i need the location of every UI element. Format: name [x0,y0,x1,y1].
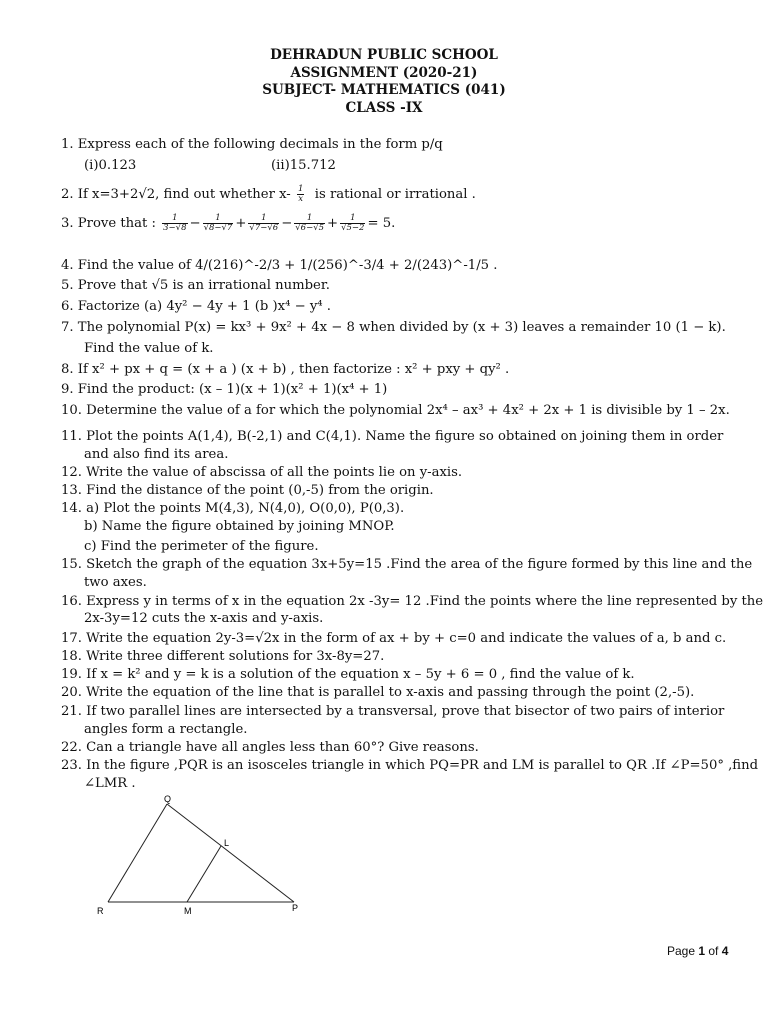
question-1-part-ii: (ii)15.712 [271,158,336,173]
question-14: 14. a) Plot the points M(4,3), N(4,0), O(0,0), P(0,3). [61,501,405,516]
question-4: 4. Find the value of 4/(216)^-2/3 + 1/(256)^-3/4 + 2/(243)^-1/5 . [61,258,498,273]
page-of: of [705,944,722,958]
label-L: L [224,838,230,848]
label-M: M [184,906,192,916]
question-14-part-b: b) Name the figure obtained by joining MNOP. [84,519,395,534]
document-header [0,47,768,117]
question-21: 21. If two parallel lines are intersected by a transversal, prove that bisector of two pairs of interior [61,704,725,719]
fraction-numerator: 1 [294,214,325,224]
segment-LM [187,846,221,902]
fraction-numerator: 1 [297,184,304,194]
fraction-numerator: 1 [162,214,187,224]
question-15: 15. Sketch the graph of the equation 3x+5y=15 .Find the area of the figure formed by this line and the [61,557,753,572]
fraction-numerator: 1 [340,214,365,224]
question-3-text-pre: 3. Prove that : [61,216,156,231]
fraction-denominator: √8−√7 [203,223,233,233]
question-3-fraction-3 [248,214,279,233]
question-2-text-pre: 2. If x=3+2√2, find out whether x- [61,187,291,202]
question-7: 7. The polynomial P(x) = kx³ + 9x² + 4x − 8 when divided by (x + 3) leaves a remainder 10 (1 − k). [61,320,726,335]
question-14-part-c: c) Find the perimeter of the figure. [84,539,319,554]
page-number [667,944,728,958]
assignment-title: ASSIGNMENT (2020-21) [290,64,478,81]
question-17: 17. Write the equation 2y-3=√2x in the form of ax + by + c=0 and indicate the values of a, b and c. [61,631,727,646]
question-3-fraction-2 [203,214,234,233]
question-10: 10. Determine the value of a for which the polynomial 2x⁴ – ax³ + 4x² + 2x + 1 is divisible by 1 – 2x. [61,403,730,418]
current-page: 1 [698,944,706,958]
question-1: 1. Express each of the following decimals in the form p/q [61,137,443,152]
question-7-continued: Find the value of k. [84,341,214,356]
question-18: 18. Write three different solutions for 3x-8y=27. [61,649,385,664]
triangle-figure [94,792,314,922]
page-prefix: Page [667,944,699,958]
question-9: 9. Find the product: (x – 1)(x + 1)(x² + 1)(x⁴ + 1) [61,382,388,397]
fraction-denominator: √7−√6 [249,223,279,233]
question-3-fraction-1 [162,214,187,233]
fraction-numerator: 1 [203,214,234,224]
question-20: 20. Write the equation of the line that is parallel to x-axis and passing through the point (2,-5). [61,685,695,700]
question-2 [61,185,476,204]
question-11: 11. Plot the points A(1,4), B(-2,1) and C(4,1). Name the figure so obtained on joining them in order [61,429,724,444]
question-3-fraction-4 [294,214,325,233]
subject-title: SUBJECT- MATHEMATICS (041) [262,82,506,98]
fraction-denominator: x [298,194,304,204]
question-2-text-post: is rational or irrational . [314,187,476,202]
question-23-continued: ∠LMR . [84,776,136,791]
fraction-denominator: √6−√5 [295,223,325,233]
question-12: 12. Write the value of abscissa of all the points lie on y-axis. [61,465,463,480]
question-13: 13. Find the distance of the point (0,-5) from the origin. [61,483,434,498]
side-QP [167,804,294,902]
question-3: 3. Prove that : $\frac{1}{3-√8}$ − $\frac{1}{√8-√7}$ + $\frac{1}{√7-√6}$ − $\frac{1}{√6-√5}$ + $\frac{1}{√5-2}$ = 5. [61,213,396,233]
total-pages: 4 [721,944,729,958]
question-16-continued: 2x-3y=12 cuts the x-axis and y-axis. [84,611,324,626]
question-5: 5. Prove that √5 is an irrational number. [61,278,330,293]
question-22: 22. Can a triangle have all angles less than 60°? Give reasons. [61,740,479,755]
side-QR [108,804,167,902]
fraction-numerator: 1 [248,214,279,224]
question-6: 6. Factorize (a) 4y² − 4y + 1 (b )x⁴ − y⁴ . [61,299,331,314]
fraction-denominator: 3−√8 [163,223,187,233]
question-19: 19. If x = k² and y = k is a solution of the equation x – 5y + 6 = 0 , find the value of k. [61,667,635,682]
question-8: 8. If x² + px + q = (x + a ) (x + b) , then factorize : x² + pxy + qy² . [61,362,510,377]
class-title: CLASS -IX [345,99,423,116]
question-16: 16. Express y in terms of x in the equation 2x -3y= 12 .Find the points where the line represented by the [61,594,764,609]
question-2-fraction [297,185,304,204]
question-15-continued: two axes. [84,575,147,590]
fraction-denominator: √5−2 [341,223,365,233]
question-11-continued: and also find its area. [84,447,229,462]
question-3-text-post: = 5. [367,216,396,231]
question-21-continued: angles form a rectangle. [84,722,248,737]
label-R: R [97,906,104,916]
question-1-part-i: (i)0.123 [84,158,137,173]
question-3-fraction-5 [340,214,365,233]
label-P: P [292,903,299,913]
school-name: DEHRADUN PUBLIC SCHOOL [270,47,498,63]
question-23: 23. In the figure ,PQR is an isosceles triangle in which PQ=PR and LM is parallel to QR .If ∠P=50° ,find [61,758,759,773]
label-Q: Q [164,794,172,804]
